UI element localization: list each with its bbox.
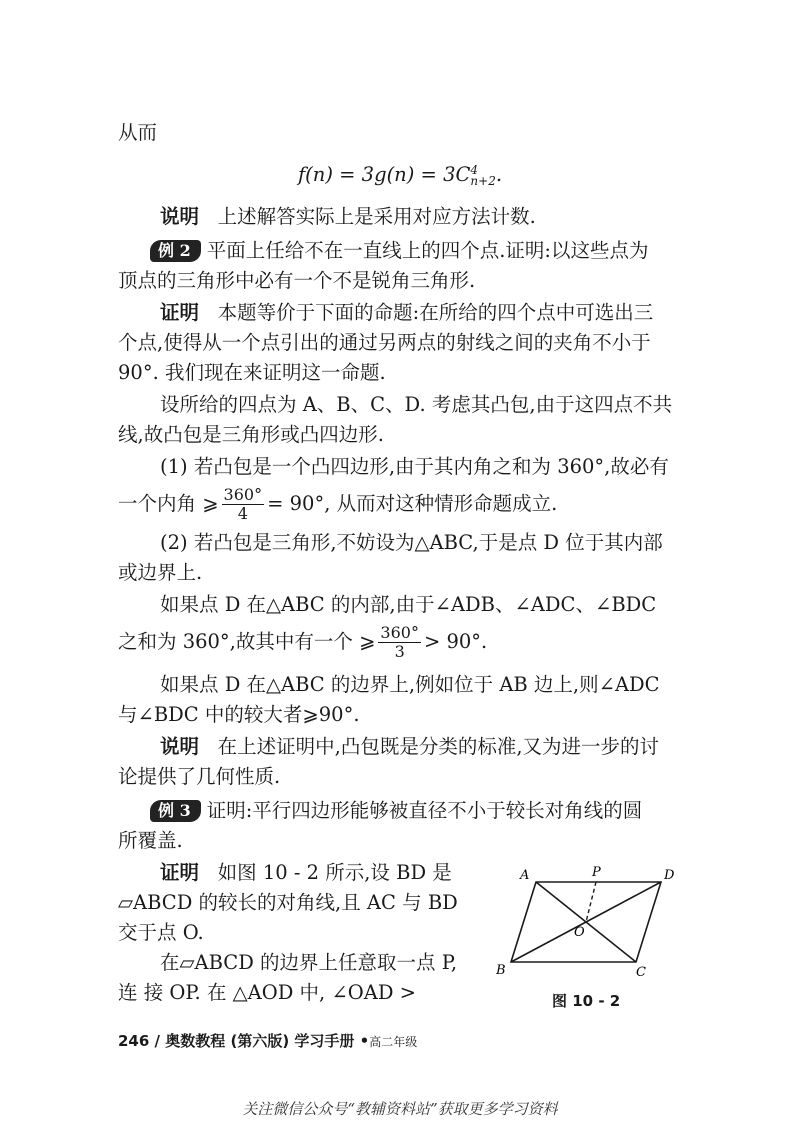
proof-label: 证明: [160, 861, 200, 884]
text-line: [118, 558, 693, 588]
text-line: [118, 888, 488, 918]
note-line: [160, 732, 735, 762]
text-line: [118, 486, 693, 523]
text-line: [118, 266, 693, 296]
proof-line: [160, 858, 490, 888]
label-p: P: [592, 865, 601, 880]
text: 90°. 我们现在来证明这一命题.: [118, 361, 386, 384]
text: 如果点 D 在△ABC 的边界上,例如位于 AB 边上,则∠ADC: [160, 673, 660, 696]
text: 如果点 D 在△ABC 的内部,由于∠ADB、∠ADC、∠BDC: [160, 593, 657, 616]
text: 本题等价于下面的命题:在所给的四个点中可选出三: [217, 301, 654, 324]
label-c: C: [636, 965, 646, 980]
note-line: [160, 202, 735, 232]
text-line: [118, 624, 693, 661]
example-line: [150, 796, 725, 826]
fraction-denominator: 3: [394, 642, 405, 661]
text-line: [160, 590, 735, 620]
example-line: [150, 236, 725, 266]
label-b: B: [496, 963, 506, 978]
footer-separator: /: [154, 1032, 161, 1050]
proof-label: 证明: [160, 301, 200, 324]
text: 设所给的四点为 A、B、C、D. 考虑其凸包,由于这四点不共: [160, 393, 673, 416]
text: ▱ABCD 的较长的对角线,且 AC 与 BD: [118, 891, 458, 914]
text: 顶点的三角形中必有一个不是锐角三角形.: [118, 269, 476, 292]
fraction: [222, 486, 265, 523]
equation-main: f(n) = 3g(n) = 3C: [297, 163, 471, 186]
text: 或边界上.: [118, 561, 203, 584]
text: 在上述证明中,凸包既是分类的标准,又为进一步的讨: [217, 735, 660, 758]
equation: [0, 160, 800, 190]
equation-sub: n+2: [470, 174, 496, 188]
proof-line: [160, 298, 735, 328]
text: 平面上任给不在一直线上的四个点.证明:以这些点为: [206, 239, 649, 262]
label-a: A: [520, 868, 530, 883]
note-label: 说明: [160, 735, 200, 758]
example-badge: 例 3: [150, 800, 201, 822]
text-line: [160, 948, 490, 978]
page-footer: [118, 1030, 417, 1051]
watermark-text: 关注微信公众号“教辅资料站”获取更多学习资料: [242, 1100, 558, 1118]
text: 之和为 360°,故其中有一个 ⩾: [118, 630, 376, 653]
text-line: [118, 700, 693, 730]
text: 一个内角 ⩾: [118, 492, 219, 515]
text: 连 接 OP. 在 △AOD 中, ∠OAD >: [118, 981, 417, 1004]
text: > 90°.: [423, 630, 488, 653]
text-line: [118, 978, 488, 1008]
text-line: [160, 528, 735, 558]
figure-caption: 图 10 - 2: [552, 992, 621, 1010]
text: 与∠BDC 中的较大者⩾90°.: [118, 703, 360, 726]
equation-end: .: [495, 163, 503, 186]
fraction: [378, 624, 421, 661]
text: 交于点 O.: [118, 921, 204, 944]
text: 证明:平行四边形能够被直径不小于较长对角线的圆: [206, 799, 643, 822]
page-number: 246: [118, 1032, 150, 1050]
text: 在▱ABCD 的边界上任意取一点 P,: [160, 951, 458, 974]
text-line: [160, 390, 735, 420]
text: 线,故凸包是三角形或凸四边形.: [118, 423, 384, 446]
text: 论提供了几何性质.: [118, 765, 281, 788]
text: 从而: [118, 121, 158, 144]
text: 如图 10 - 2 所示,设 BD 是: [217, 861, 452, 884]
text-line: [118, 826, 693, 856]
example-badge: 例 2: [150, 240, 201, 262]
text-line: [118, 918, 488, 948]
fraction-numerator: 360°: [380, 623, 419, 642]
text-line: [160, 452, 735, 482]
text-line: [118, 118, 693, 148]
label-d: D: [664, 868, 675, 883]
grade-label: 高二年级: [369, 1035, 418, 1049]
text-line: [118, 358, 693, 388]
combination-indices: [470, 165, 495, 187]
fraction-numerator: 360°: [223, 485, 263, 504]
note-label: 说明: [160, 205, 200, 228]
note-text: 上述解答实际上是采用对应方法计数.: [217, 205, 536, 228]
text: (2) 若凸包是三角形,不妨设为△ABC,于是点 D 位于其内部: [160, 531, 663, 554]
fraction-denominator: 4: [237, 504, 248, 523]
text: 所覆盖.: [118, 829, 183, 852]
text: 个点,使得从一个点引出的通过另两点的射线之间的夹角不小于: [118, 331, 651, 354]
label-o: O: [574, 925, 585, 940]
segment-op: [586, 882, 596, 922]
text-line: [160, 670, 735, 700]
text-line: [118, 762, 693, 792]
text: = 90°, 从而对这种情形命题成立.: [267, 492, 558, 515]
book-title: 奥数教程 (第六版) 学习手册 •: [165, 1032, 370, 1050]
text: (1) 若凸包是一个凸四边形,由于其内角之和为 360°,故必有: [160, 455, 669, 478]
equation-sup: 4: [470, 163, 479, 177]
text-line: [118, 420, 693, 450]
text-line: [118, 328, 693, 358]
